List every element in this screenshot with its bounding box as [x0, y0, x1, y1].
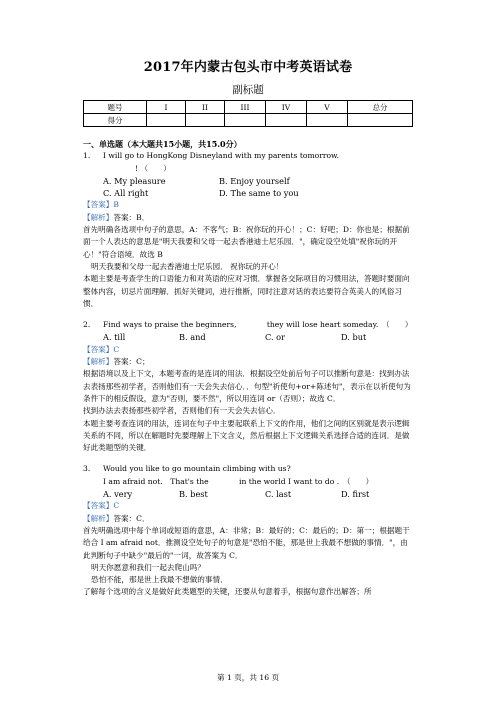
- score-cell: [225, 114, 266, 127]
- analysis-label: 【解析】: [83, 357, 114, 367]
- option-c: C. All right: [103, 188, 149, 199]
- score-header-cell: II: [186, 101, 225, 114]
- score-cell: [307, 114, 348, 127]
- question-text: Would you like to go mountain climbing with us?: [103, 464, 291, 474]
- analysis-text: 首先明确各选项中句子的意思，A：不客气；B：祝你玩的开心！；C：好吧；D：你也是；根据前面一个人表达的意思是"明天我要和父母一起去香港迪士尼乐园．"，确定设空处填"祝你玩的开心！"符合语境．故选 B: [83, 225, 410, 259]
- score-header-cell: I: [147, 101, 186, 114]
- page-footer: 第 1 页，共 16 页: [216, 673, 280, 682]
- score-row-label: 得分: [84, 114, 147, 127]
- score-header-cell: III: [225, 101, 266, 114]
- option-d: D. The same to you: [219, 188, 299, 199]
- question-stem: [83, 150, 413, 162]
- option-a: A. My pleasure: [103, 175, 166, 186]
- answer-label: 【答案】C: [83, 344, 120, 354]
- score-cell: [186, 114, 225, 127]
- option-a: A. very: [103, 489, 133, 500]
- score-value-row: [84, 114, 413, 127]
- analysis-line: [83, 212, 413, 224]
- option-b: B. and: [179, 332, 206, 343]
- option-a: A. till: [103, 332, 126, 343]
- analysis-text: 首先明确选项中每个单词或短语的意思，A：非常；B：最好的；C：最后的；D：第一；根据题干给合 I am afraid not．推测设空处句子的句意是"恐怕不能，那是世上我最不想做的事情．"，由此判断句子中缺少"最后的"一词，故答案为 C．: [83, 525, 410, 560]
- analysis-answer: 答案：B．: [113, 212, 150, 222]
- option-d: D. but: [341, 332, 367, 343]
- options-row: [83, 331, 413, 343]
- score-table: [83, 100, 413, 127]
- question-stem: [83, 463, 413, 475]
- question-stem: [83, 319, 413, 331]
- score-cell: [348, 114, 413, 127]
- analysis-translation: 找到办法去表扬那些初学者，否则他们有一天会失去信心．: [83, 406, 281, 416]
- analysis-line: [83, 513, 413, 525]
- section-title: 一、单选题（本大题共15小题，共15.0分）: [83, 139, 242, 149]
- analysis-answer: 答案：C；: [113, 357, 150, 367]
- analysis-summary: 本题主要是考查学生的口语能力和对英语的应对习惯．掌握各交际项目的习惯用法，答题时要面向整体内容，切忌片面理解．抓好关键词，进行推断，同时注意对话的表达要符合英美人的风俗习惯．: [83, 274, 410, 308]
- analysis-translation: 明天你愿意和我们一起去爬山吗？: [91, 562, 205, 572]
- analysis-answer: 答案：C．: [113, 513, 150, 523]
- options-row: [83, 488, 413, 500]
- option-c: C. or: [265, 332, 286, 343]
- option-b: B. Enjoy yourself: [219, 175, 290, 186]
- options-row: [83, 175, 413, 187]
- score-header-cell: 总分: [348, 101, 413, 114]
- analysis-line: [83, 356, 413, 368]
- question-text-cont: ! （ ）: [135, 163, 171, 173]
- analysis-label: 【解析】: [83, 513, 114, 523]
- answer-label: 【答案】C: [83, 501, 120, 511]
- score-header-row: [84, 101, 413, 114]
- score-header-cell: IV: [266, 101, 307, 114]
- question-content: [83, 138, 413, 599]
- analysis-translation: 恐怕不能，那是世上我最不想做的事情．: [91, 575, 228, 585]
- analysis-translation: 明天我要和父母一起去香港迪士尼乐园． 祝你玩的开心！: [91, 261, 284, 271]
- question-number: 3.: [83, 464, 91, 474]
- option-b: B. best: [179, 489, 208, 500]
- score-cell: [147, 114, 186, 127]
- analysis-text: 根据语境以及上下文，本题考查的是连词的用法．根据设空处前后句子可以推断句意是：找到办法去表扬那些初学者，否则他们有一天会失去信心．．句型"祈使句+or+陈述句"，表示在以祈使句为条件下的相反假设，意为"否则，要不然"，所以用连词 or（否则）；故选 C．: [83, 369, 411, 403]
- question-text: I will go to HongKong Disneyland with my parents tomorrow.: [103, 151, 340, 161]
- analysis-summary: 本题主要考查连词的用法，连词在句子中主要起联系上下文的作用，他们之间的区别就是表示逻辑关系的不同，所以在解题时先要理解上下文含义，然后根据上下文逻辑关系选择合适的连词．是做好此类题型的关键．: [83, 418, 410, 453]
- analysis-summary: 了解每个选项的含义是做好此类题型的关键，还要从句意着手，根据句意作出解答；所: [83, 587, 372, 597]
- question-text: Find ways to praise the beginners, they will lose heart someday. （ ）: [103, 320, 413, 330]
- analysis-label: 【解析】: [83, 212, 114, 222]
- option-d: D. first: [341, 489, 370, 500]
- answer-label: 【答案】B: [83, 200, 119, 210]
- score-cell: [266, 114, 307, 127]
- question-number: 2.: [83, 320, 91, 330]
- document-subtitle: 副标题: [232, 84, 264, 96]
- question-number: 1.: [83, 151, 91, 161]
- document-title: 2017年内蒙古包头市中考英语试卷: [143, 60, 353, 75]
- option-c: C. last: [265, 489, 292, 500]
- score-header-cell: 题号: [84, 101, 147, 114]
- score-header-cell: V: [307, 101, 348, 114]
- options-row: [83, 187, 413, 199]
- question-text-cont: I am afraid not. That's the in the world I want to do . （ ）: [103, 476, 374, 486]
